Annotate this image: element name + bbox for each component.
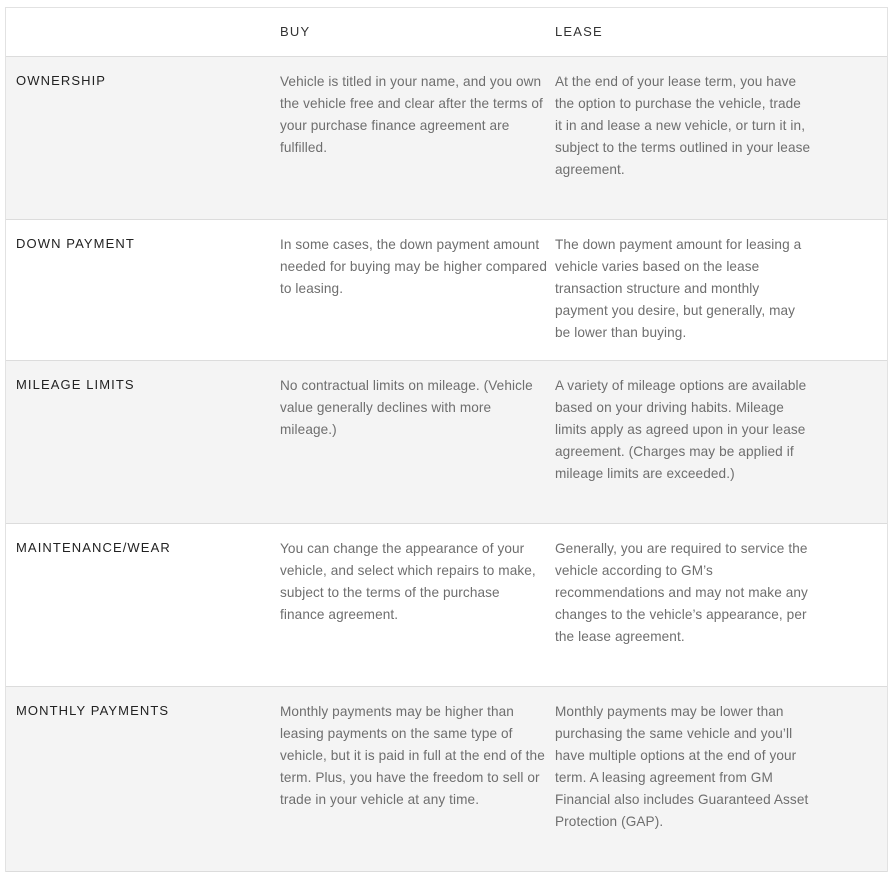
table-header-row bbox=[6, 8, 887, 57]
buy-cell: You can change the appearance of your vehicle, and select which repairs to make, subject to the terms of the purchase finance agreement. bbox=[280, 541, 536, 622]
buy-vs-lease-table bbox=[5, 7, 888, 872]
row-label: MAINTENANCE/WEAR bbox=[16, 540, 171, 555]
lease-cell: A variety of mileage options are available based on your driving habits. Mileage limits apply as agreed upon in your lease agreement. (Charges may be applied if mileage limits are exceeded.) bbox=[555, 378, 807, 481]
row-label: DOWN PAYMENT bbox=[16, 236, 135, 251]
table-row-down-payment bbox=[6, 220, 887, 361]
table-row-ownership bbox=[6, 57, 887, 220]
header-lease: LEASE bbox=[555, 24, 603, 39]
buy-cell: In some cases, the down payment amount needed for buying may be higher compared to leasing. bbox=[280, 237, 547, 296]
buy-cell: No contractual limits on mileage. (Vehicle value generally declines with more mileage.) bbox=[280, 378, 533, 437]
lease-cell: The down payment amount for leasing a vehicle varies based on the lease transaction structure and monthly payment you desire, but generally, may be lower than buying. bbox=[555, 237, 802, 340]
row-label: OWNERSHIP bbox=[16, 73, 107, 88]
table-row-monthly-payments bbox=[6, 687, 887, 872]
lease-cell: At the end of your lease term, you have the option to purchase the vehicle, trade it in and lease a new vehicle, or turn it in, subject to the terms outlined in your lease agreement. bbox=[555, 74, 811, 177]
buy-cell: Monthly payments may be higher than leasing payments on the same type of vehicle, but it is paid in full at the end of the term. Plus, you have the freedom to sell or trade in your vehicle at any time. bbox=[280, 704, 545, 807]
table-row-mileage-limits bbox=[6, 361, 887, 524]
row-label: MILEAGE LIMITS bbox=[16, 377, 135, 392]
lease-cell: Generally, you are required to service the vehicle according to GM’s recommendations and may not make any changes to the vehicle’s appearance, per the lease agreement. bbox=[555, 541, 808, 644]
table-row-maintenance-wear bbox=[6, 524, 887, 687]
lease-cell: Monthly payments may be lower than purchasing the same vehicle and you’ll have multiple options at the end of your term. A leasing agreement from GM Financial also includes Guaranteed Asset Protection (GAP). bbox=[555, 704, 809, 829]
header-empty-cell bbox=[6, 8, 280, 56]
row-label: MONTHLY PAYMENTS bbox=[16, 703, 170, 718]
header-buy: BUY bbox=[280, 24, 311, 39]
buy-cell: Vehicle is titled in your name, and you own the vehicle free and clear after the terms of your purchase finance agreement are fulfilled. bbox=[280, 74, 543, 155]
